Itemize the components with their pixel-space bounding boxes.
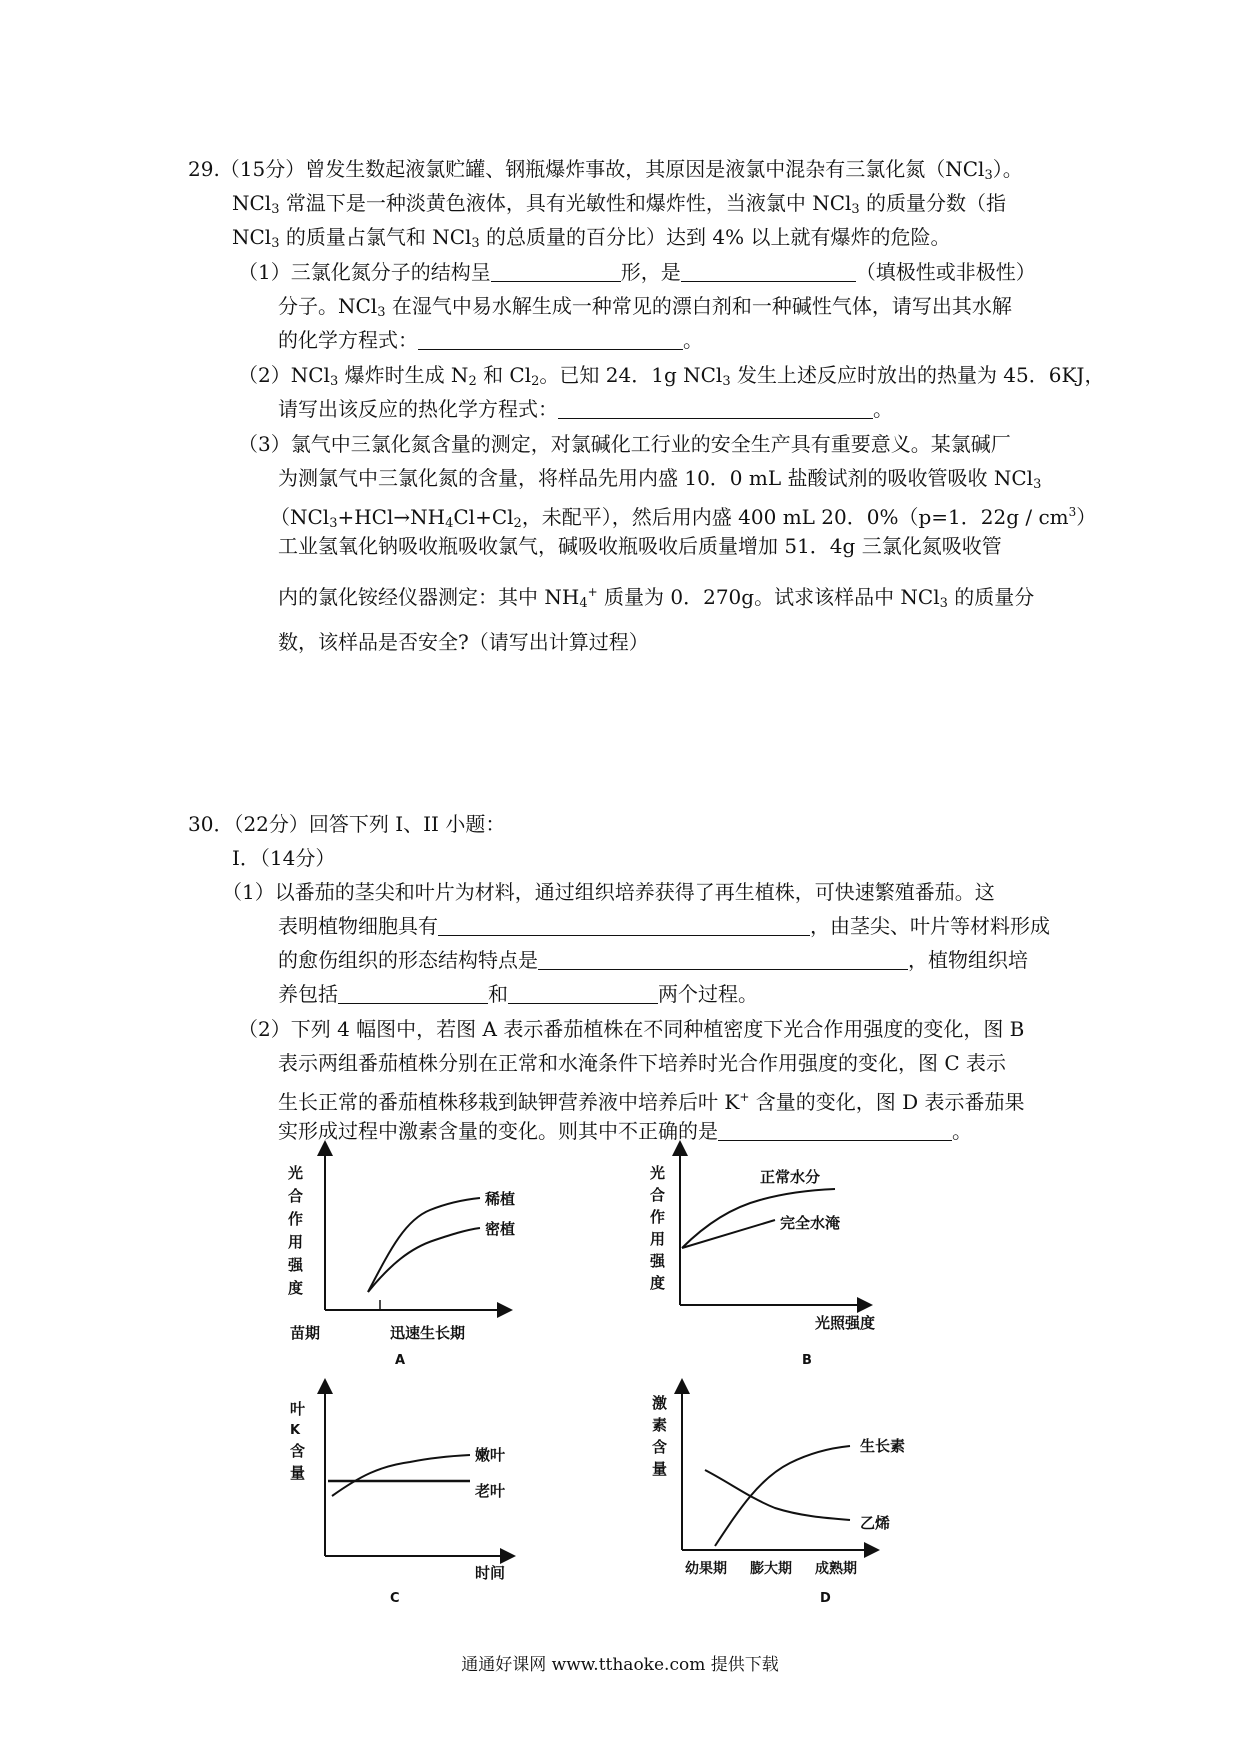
- q29-part3-line-6: 数，该样品是否安全?（请写出计算过程）: [278, 630, 649, 654]
- footer-source: 通通好课网 www.tthaoke.com 提供下载: [461, 1655, 779, 1675]
- answer-blank[interactable]: [338, 985, 488, 1004]
- q30-part2-line-3: 生长正常的番茄植株移栽到缺钾营养液中培养后叶 K+ 含量的变化，图 D 表示番茄果: [278, 1090, 1025, 1114]
- q29-part3-line-3: （$NCl_3+HCl\to NH_4Cl+Cl_2$，未配平），然后用内盛 400 mL 20．0%（p=1．$22g / cm^3$）: [270, 505, 1097, 531]
- q29-line-3: NCl$_3$ 的质量占氯气和 NCl$_3$ 的总质量的百分比）达到 4% 以上就有爆炸的危险。: [232, 225, 951, 251]
- y-label-char: 强: [288, 1256, 304, 1274]
- x-label-1: 苗期: [290, 1324, 321, 1342]
- y-label-char: 度: [650, 1274, 666, 1292]
- answer-blank[interactable]: [718, 1122, 952, 1141]
- y-label-char: 含: [290, 1442, 306, 1460]
- graph-c: [280, 1378, 550, 1608]
- q29-part2-line-1: （2）NCl$_3$ 爆炸时生成 $N_2$ 和 $Cl_2$。已知 24．1g NCl$_3$ 发生上述反应时放出的热量为 45．6KJ，: [238, 363, 1105, 389]
- y-label-char: 光: [650, 1164, 666, 1182]
- x-label-2: 膨大期: [750, 1561, 792, 1577]
- q30-part1-line-3: 的愈伤组织的形态结构特点是 ，植物组织培: [278, 948, 1028, 972]
- x-label: 时间: [475, 1564, 506, 1582]
- q29-line-2: NCl$_3$ 常温下是一种淡黄色液体，具有光敏性和爆炸性，当液氯中 NCl$_3$ 的质量分数（指: [232, 191, 1007, 217]
- y-label-char: 用: [650, 1230, 666, 1248]
- y-label-char: 叶: [290, 1400, 306, 1418]
- x-label-2: 迅速生长期: [390, 1324, 466, 1342]
- answer-blank[interactable]: [491, 263, 621, 282]
- q29-part1-line-3: 的化学方程式： 。: [278, 328, 703, 352]
- series-label-flooded: 完全水淹: [780, 1214, 841, 1232]
- y-label-char: 强: [650, 1252, 666, 1270]
- q30-line-1: 30．（22分）回答下列 I、II 小题：: [188, 812, 506, 836]
- series-label-old-leaf: 老叶: [475, 1482, 506, 1500]
- q30-part1-line-2: 表明植物细胞具有 ，由茎尖、叶片等材料形成: [278, 914, 1050, 938]
- answer-blank[interactable]: [418, 331, 683, 350]
- y-label-char: K: [290, 1423, 301, 1438]
- y-label-char: 合: [650, 1186, 666, 1204]
- y-label-char: 素: [652, 1416, 668, 1434]
- caption: C: [390, 1591, 400, 1606]
- graph-d: [640, 1378, 930, 1608]
- graph-a: [280, 1140, 550, 1370]
- y-label-char: 合: [288, 1187, 304, 1205]
- y-label-char: 量: [290, 1464, 306, 1482]
- q30-part2-line-4: 实形成过程中激素含量的变化。则其中不正确的是 。: [278, 1119, 972, 1143]
- y-label-char: 作: [650, 1208, 666, 1226]
- series-label-normal-water: 正常水分: [760, 1168, 821, 1186]
- y-label-char: 量: [652, 1460, 668, 1478]
- y-label-char: 作: [288, 1210, 304, 1228]
- x-label-3: 成熟期: [815, 1561, 857, 1577]
- series-label-ethylene: 乙烯: [860, 1514, 891, 1532]
- q30-part2-line-1: （2）下列 4 幅图中，若图 A 表示番茄植株在不同种植密度下光合作用强度的变化，图 B: [238, 1017, 1025, 1041]
- series-label-young-leaf: 嫩叶: [475, 1446, 506, 1464]
- x-label-1: 幼果期: [685, 1561, 727, 1577]
- series-label-dense: 密植: [485, 1220, 516, 1238]
- q29-part2-line-2: 请写出该反应的热化学方程式： 。: [278, 397, 893, 421]
- series-line-auxin: [715, 1446, 850, 1546]
- x-label: 光照强度: [815, 1314, 876, 1332]
- q30-part1-line-1: （1）以番茄的茎尖和叶片为材料，通过组织培养获得了再生植株，可快速繁殖番茄。这: [222, 880, 995, 904]
- y-label-char: 激: [652, 1394, 668, 1412]
- q30-line-2: I．（14分）: [232, 846, 336, 870]
- q29-part3-line-1: （3）氯气中三氯化氮含量的测定，对氯碱化工行业的安全生产具有重要意义。某氯碱厂: [238, 432, 1011, 456]
- y-label-char: 用: [288, 1233, 304, 1251]
- series-label-auxin: 生长素: [860, 1437, 906, 1455]
- series-line-ethylene: [705, 1470, 850, 1520]
- answer-blank[interactable]: [438, 917, 810, 936]
- answer-blank[interactable]: [508, 985, 658, 1004]
- caption: D: [820, 1591, 831, 1606]
- caption: B: [802, 1353, 812, 1368]
- q29-line-1: 29.（15分）曾发生数起液氯贮罐、钢瓶爆炸事故，其原因是液氯中混杂有三氯化氮（NCl$_3$）。: [188, 157, 1023, 183]
- q30-part1-line-4: 养包括 和 两个过程。: [278, 982, 758, 1006]
- y-label-char: 光: [288, 1164, 304, 1182]
- series-line-young-leaf: [332, 1455, 470, 1496]
- q29-part3-line-4: 工业氢氧化钠吸收瓶吸收氯气，碱吸收瓶吸收后质量增加 51．4g 三氯化氮吸收管: [278, 534, 1002, 558]
- q29-part1-line-2: 分子。NCl$_3$ 在湿气中易水解生成一种常见的漂白剂和一种碱性气体，请写出其水解: [278, 294, 1012, 320]
- q30-part2-line-2: 表示两组番茄植株分别在正常和水淹条件下培养时光合作用强度的变化，图 C 表示: [278, 1051, 1007, 1075]
- answer-blank[interactable]: [558, 400, 873, 419]
- answer-blank[interactable]: [681, 263, 856, 282]
- q29-part1-line-1: （1）三氯化氮分子的结构呈 形，是 （填极性或非极性）: [238, 260, 1036, 284]
- q29-part3-line-2: 为测氯气中三氯化氮的含量，将样品先用内盛 10．0 mL 盐酸试剂的吸收管吸收 NCl$_3$: [278, 466, 1042, 492]
- graph-b: [640, 1140, 910, 1370]
- answer-blank[interactable]: [538, 951, 908, 970]
- y-label-char: 含: [652, 1438, 668, 1456]
- caption: A: [395, 1353, 406, 1368]
- q29-part3-line-5: 内的氯化铵经仪器测定：其中 $NH_4^+$ 质量为 0．270g。试求该样品中 NCl$_3$ 的质量分: [278, 585, 1035, 611]
- y-label-char: 度: [288, 1279, 304, 1297]
- series-label-sparse: 稀植: [485, 1190, 516, 1208]
